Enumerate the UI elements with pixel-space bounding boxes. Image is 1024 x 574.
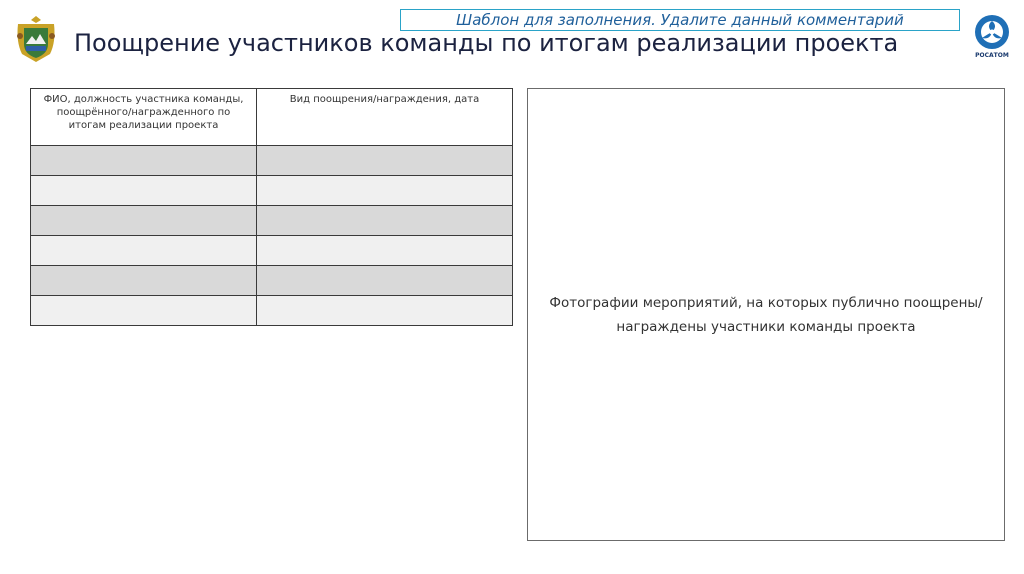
table-row xyxy=(31,296,513,326)
table-cell[interactable] xyxy=(257,206,513,236)
table-cell[interactable] xyxy=(257,146,513,176)
table-cell[interactable] xyxy=(257,176,513,206)
rosatom-logo-label: РОСАТОМ xyxy=(975,52,1009,59)
table-cell[interactable] xyxy=(257,236,513,266)
table-cell[interactable] xyxy=(31,176,257,206)
table-row xyxy=(31,236,513,266)
rosatom-logo-icon xyxy=(970,12,1014,64)
table-cell[interactable] xyxy=(257,266,513,296)
table-row xyxy=(31,176,513,206)
table-cell[interactable] xyxy=(31,236,257,266)
page-title: Поощрение участников команды по итогам реализации проекта xyxy=(74,29,899,57)
table-row xyxy=(31,206,513,236)
table-cell[interactable] xyxy=(31,296,257,326)
table-cell[interactable] xyxy=(31,206,257,236)
table-row xyxy=(31,266,513,296)
template-comment-box[interactable]: Шаблон для заполнения. Удалите данный комментарий xyxy=(400,9,960,31)
column-header-name: ФИО, должность участника команды, поощрённого/награжденного по итогам реализации проекта xyxy=(31,89,257,146)
table-cell[interactable] xyxy=(31,266,257,296)
table-cell[interactable] xyxy=(31,146,257,176)
photo-placeholder-box[interactable] xyxy=(527,88,1005,541)
awards-table xyxy=(30,88,513,326)
table-header-row xyxy=(31,89,513,146)
table-row xyxy=(31,146,513,176)
photo-placeholder-text: Фотографии мероприятий, на которых публично поощрены/награждены участники команды проекта xyxy=(549,294,983,335)
table-cell[interactable] xyxy=(257,296,513,326)
column-header-award: Вид поощрения/награждения, дата xyxy=(257,89,513,146)
coat-of-arms-icon xyxy=(12,14,60,64)
